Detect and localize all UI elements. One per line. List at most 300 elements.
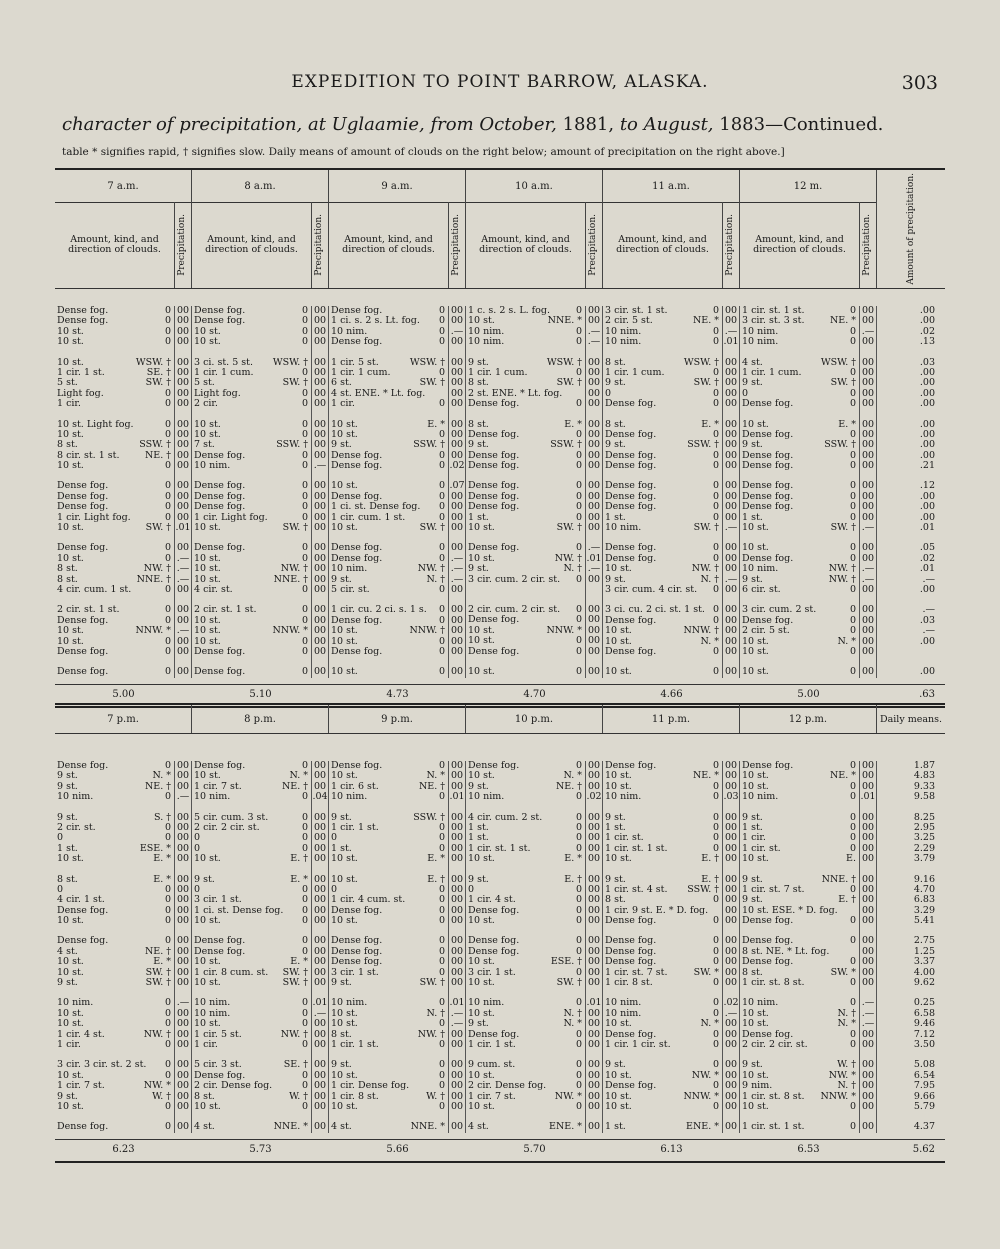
cloud-kind: 0 <box>57 833 64 844</box>
cloud-direction: NNW. * <box>272 626 308 637</box>
row-gap <box>466 348 585 358</box>
cloud-observation <box>192 978 311 988</box>
cloud-kind: 9 st. <box>468 440 489 451</box>
cloud-kind: 1 cir. 9 st. E. * D. fog. <box>605 905 709 916</box>
cloud-observation <box>603 368 722 378</box>
cloud-direction: 0 <box>301 812 308 823</box>
precipitation-value: .— <box>313 1008 327 1019</box>
cloud-observation <box>55 481 174 491</box>
cloud-observation <box>466 885 585 895</box>
clouds-column <box>740 306 860 678</box>
row-gap <box>586 865 602 875</box>
cloud-kind: 10 nim. <box>468 326 505 337</box>
precipitation-value: 00 <box>313 1122 327 1133</box>
cloud-observation <box>740 492 859 502</box>
cloud-direction: 0 <box>575 429 582 440</box>
cloud-direction: 0 <box>438 481 445 492</box>
precipitation-value: .02 <box>723 998 739 1009</box>
precipitation-value: 00 <box>176 1019 190 1030</box>
row-gap <box>723 410 739 420</box>
cloud-observation <box>329 616 448 626</box>
cloud-observation <box>329 554 448 564</box>
cloud-direction: 0 <box>849 512 856 523</box>
clouds-subheader: Amount, kind, and direction of clouds. <box>466 202 586 288</box>
clouds-column <box>466 306 586 678</box>
cloud-direction: 0 <box>164 615 171 626</box>
cloud-direction: 0 <box>164 1008 171 1019</box>
cloud-direction: 0 <box>575 666 582 677</box>
cloud-direction: 0 <box>712 450 719 461</box>
precipitation-value: 00 <box>861 884 875 895</box>
precipitation-amount: .01 <box>919 563 935 575</box>
precipitation-value: 00 <box>587 1029 601 1040</box>
cloud-direction: NW. † <box>828 564 856 575</box>
cloud-direction: 0 <box>849 1122 856 1133</box>
precipitation-value: 00 <box>176 1070 190 1081</box>
cloud-kind: Dense fog. <box>57 481 109 492</box>
precipitation-value: 00 <box>587 491 601 502</box>
cloud-kind: 1 st. <box>605 822 626 833</box>
cloud-direction: 0 <box>164 543 171 554</box>
cloud-direction: 0 <box>575 792 582 803</box>
cloud-kind: 9 nim. <box>742 1081 773 1092</box>
cloud-direction: NE. † <box>281 781 308 792</box>
precipitation-value: .— <box>176 626 190 637</box>
precipitation-value: 00 <box>313 1039 327 1050</box>
precipitation-value: 00 <box>176 667 190 678</box>
precipitation-value: 00 <box>450 967 464 978</box>
cloud-kind: 10 st. <box>468 1070 495 1081</box>
row-gap <box>723 657 739 667</box>
cloud-observation <box>740 854 859 864</box>
cloud-direction: SW. † <box>282 978 308 989</box>
cloud-direction: 0 <box>438 1101 445 1112</box>
cloud-observation <box>55 316 174 326</box>
precipitation-value: .— <box>450 1008 464 1019</box>
cloud-observation <box>466 481 585 491</box>
cloud-kind: 10 nim. <box>742 326 779 337</box>
cloud-observation <box>603 647 722 657</box>
cloud-kind: Dense fog. <box>331 450 383 461</box>
cloud-direction: 0 <box>575 1081 582 1092</box>
cloud-kind: 10 st. <box>331 523 358 534</box>
cloud-observation <box>329 605 448 615</box>
cloud-direction: E. † <box>427 874 445 885</box>
cloud-kind: 2 cir. 2 cir. st. <box>742 1039 808 1050</box>
cloud-kind: 10 nim. <box>468 998 505 1009</box>
precipitation-value: 00 <box>313 553 327 564</box>
row-gap <box>740 348 859 358</box>
cloud-kind: 10 st. <box>331 771 358 782</box>
cloud-kind: Dense fog. <box>742 491 794 502</box>
cloud-direction: NNW. † <box>683 626 719 637</box>
precipitation-amount: .00 <box>919 398 935 410</box>
cloud-observation <box>329 1040 448 1050</box>
cloud-observation <box>192 875 311 885</box>
row-gap <box>329 803 448 813</box>
cloud-observation <box>740 1122 859 1132</box>
cloud-direction: 0 <box>438 792 445 803</box>
cloud-direction: 0 <box>575 326 582 337</box>
cloud-kind: 10 st. <box>194 771 221 782</box>
precipitation-value: 00 <box>176 978 190 989</box>
cloud-direction: 0 <box>849 667 856 678</box>
cloud-direction: 0 <box>712 822 719 833</box>
precipitation-value: 00 <box>176 584 190 595</box>
cloud-observation <box>603 667 722 677</box>
daily-mean-value: 7.12 <box>913 1028 935 1040</box>
cloud-direction: 0 <box>712 1029 719 1040</box>
cloud-kind: 9 st. <box>605 378 626 389</box>
cloud-kind: 9 st. <box>468 564 489 575</box>
cloud-observation <box>466 1009 585 1019</box>
precipitation-value: 00 <box>176 874 190 885</box>
cloud-direction: 0 <box>438 326 445 337</box>
precipitation-column <box>860 761 877 1133</box>
cloud-direction: 0 <box>712 646 719 657</box>
cloud-direction: 0 <box>849 833 856 844</box>
cloud-direction: 0 <box>849 916 856 927</box>
cloud-direction: 0 <box>849 843 856 854</box>
row-gap <box>466 803 585 813</box>
cloud-direction: 0 <box>849 605 856 616</box>
hour-header: 11 p.m. <box>603 705 740 733</box>
cloud-observation <box>55 554 174 564</box>
precipitation-value: 00 <box>587 916 601 927</box>
precipitation-value: 00 <box>587 771 601 782</box>
row-gap <box>466 865 585 875</box>
cloud-kind: 10 st. <box>468 636 495 647</box>
precipitation-value: 00 <box>176 326 190 337</box>
precipitation-value: 00 <box>587 388 601 399</box>
precipitation-value: 00 <box>450 946 464 957</box>
row-gap <box>192 533 311 543</box>
precipitation-value: 00 <box>450 306 464 316</box>
caption-to: to August, <box>619 114 714 135</box>
cloud-direction: 0 <box>301 1081 308 1092</box>
daily-means-total: 5.62 <box>912 1144 935 1155</box>
cloud-direction: 0 <box>849 502 856 513</box>
cloud-direction: 0 <box>301 461 308 472</box>
row-gap <box>192 1050 311 1060</box>
row-gap <box>329 348 448 358</box>
precipitation-value: .— <box>587 337 601 348</box>
cloud-kind: 1 cir. 7 st. <box>468 1091 516 1102</box>
cloud-kind: 8 st. <box>605 357 626 368</box>
clouds-subheader: Amount, kind, and direction of clouds. <box>192 202 312 288</box>
cloud-direction: N. * <box>563 1019 582 1030</box>
cloud-direction: 0 <box>438 916 445 927</box>
cloud-kind: 10 nim. <box>468 792 505 803</box>
cloud-direction: 0 <box>164 388 171 399</box>
cloud-kind: Dense fog. <box>605 1081 657 1092</box>
cloud-direction: 0 <box>712 761 719 771</box>
cloud-direction: N. † <box>563 564 582 575</box>
cloud-direction: 0 <box>575 761 582 771</box>
cloud-direction: E. † <box>838 895 856 906</box>
cloud-observation <box>55 1071 174 1081</box>
cloud-observation <box>603 440 722 450</box>
row-gap <box>55 471 174 481</box>
row-gap <box>603 595 722 605</box>
cloud-kind: Dense fog. <box>57 306 109 316</box>
row-gap <box>723 988 739 998</box>
cloud-direction: 0 <box>301 843 308 854</box>
cloud-observation <box>55 378 174 388</box>
cloud-direction: 0 <box>438 429 445 440</box>
precipitation-value: 00 <box>313 378 327 389</box>
cloud-observation <box>55 792 174 802</box>
precipitation-amount: .00 <box>919 428 935 440</box>
cloud-kind: 5 cir. st. <box>331 584 370 595</box>
cloud-kind: 10 st. <box>194 636 221 647</box>
cloud-direction: 0 <box>575 1029 582 1040</box>
precipitation-value: 00 <box>861 450 875 461</box>
cloud-kind: 10 st. <box>742 419 769 430</box>
precipitation-value: 00 <box>450 367 464 378</box>
precipitation-amount: .00 <box>919 635 935 647</box>
precipitation-value: .03 <box>723 792 739 803</box>
cloud-kind: 10 st. <box>742 771 769 782</box>
cloud-observation <box>603 957 722 967</box>
cloud-observation <box>466 667 585 677</box>
row-gap <box>449 410 465 420</box>
precipitation-amount: .12 <box>919 480 935 492</box>
precipitation-value: 00 <box>450 523 464 534</box>
precipitation-value: 00 <box>861 481 875 492</box>
cloud-observation <box>466 854 585 864</box>
cloud-kind: 10 st. <box>194 326 221 337</box>
precipitation-amount: .00 <box>919 418 935 430</box>
precipitation-value: 00 <box>176 812 190 823</box>
daily-mean-value: 5.79 <box>913 1100 935 1112</box>
row-gap <box>860 865 876 875</box>
cloud-observation <box>740 1081 859 1091</box>
cloud-kind: 2 cir. cum. 2 cir. st. <box>468 604 561 615</box>
precipitation-value: 00 <box>587 440 601 451</box>
cloud-kind: 7 st. <box>194 440 215 451</box>
cloud-observation <box>466 389 585 399</box>
cloud-observation <box>740 1071 859 1081</box>
row-gap <box>175 410 191 420</box>
precipitation-value: 00 <box>176 337 190 348</box>
cloud-observation <box>192 998 311 1008</box>
precipitation-value: .07 <box>449 481 465 492</box>
hour-mean-clouds: 6.53 <box>797 1144 820 1155</box>
clouds-subheader: Amount, kind, and direction of clouds. <box>55 202 175 288</box>
cloud-observation <box>192 813 311 823</box>
cloud-direction: 0 <box>164 461 171 472</box>
cloud-kind: Dense fog. <box>194 1070 246 1081</box>
cloud-observation <box>466 844 585 854</box>
totals-rule <box>55 684 945 685</box>
precipitation-amount: .— <box>922 573 935 585</box>
precipitation-value: 00 <box>861 1060 875 1071</box>
cloud-observation <box>466 916 585 926</box>
cloud-direction: 0 <box>712 388 719 399</box>
row-gap <box>740 865 859 875</box>
cloud-observation <box>740 358 859 368</box>
cloud-kind: 10 st. <box>57 429 84 440</box>
caption-year: 1881, <box>562 114 615 135</box>
cloud-kind: Dense fog. <box>605 761 657 771</box>
precipitation-amount: .00 <box>919 377 935 389</box>
cloud-observation <box>466 875 585 885</box>
cloud-observation <box>603 451 722 461</box>
cloud-kind: 10 st. <box>468 1101 495 1112</box>
cloud-direction: 0 <box>301 502 308 513</box>
precipitation-value: 00 <box>724 936 738 947</box>
cloud-kind: 4 st. <box>57 946 78 957</box>
cloud-observation <box>192 461 311 471</box>
cloud-direction: ENE. * <box>549 1122 582 1133</box>
cloud-direction: NE. † <box>144 946 171 957</box>
cloud-kind: 10 st. <box>57 1019 84 1030</box>
cloud-direction: 0 <box>712 781 719 792</box>
cloud-direction: 0 <box>438 543 445 554</box>
cloud-direction: 0 <box>712 833 719 844</box>
cloud-direction: 0 <box>301 337 308 348</box>
daily-mean-value: 3.50 <box>913 1038 935 1050</box>
precipitation-value: 00 <box>313 781 327 792</box>
cloud-kind: 0 <box>194 884 201 895</box>
precipitation-amount: .00 <box>919 315 935 327</box>
precipitation-value: 00 <box>176 957 190 968</box>
cloud-direction: 0 <box>575 491 582 502</box>
cloud-kind: 3 cir. st. 1 st. <box>605 306 668 316</box>
cloud-direction: 0 <box>301 646 308 657</box>
hour-header: 10 a.m. <box>466 170 603 202</box>
precipitation-value: 00 <box>450 874 464 885</box>
cloud-direction: 0 <box>849 1101 856 1112</box>
precipitation-amount: .00 <box>919 305 935 316</box>
precipitation-value: 00 <box>587 399 601 410</box>
row-gap <box>586 1050 602 1060</box>
precipitation-value: .— <box>861 574 875 585</box>
precipitation-amount: .00 <box>919 366 935 378</box>
precipitation-value: 00 <box>587 419 601 430</box>
row-gap <box>586 988 602 998</box>
cloud-observation <box>466 306 585 316</box>
precipitation-value: .— <box>861 998 875 1009</box>
cloud-observation <box>329 968 448 978</box>
cloud-kind: 10 st. <box>331 429 358 440</box>
cloud-kind: 9 st. <box>468 874 489 885</box>
precipitation-value: .— <box>861 564 875 575</box>
row-gap <box>55 348 174 358</box>
cloud-observation <box>192 481 311 491</box>
cloud-kind: 1 cir. st. 1 st. <box>605 843 668 854</box>
cloud-direction: NW. † <box>691 564 719 575</box>
cloud-direction: 0 <box>575 916 582 927</box>
daily-mean-value: 9.58 <box>913 791 935 803</box>
cloud-kind: Dense fog. <box>331 306 383 316</box>
cloud-direction: SW. † <box>419 978 445 989</box>
cloud-observation <box>740 399 859 409</box>
cloud-kind: 10 st. <box>194 854 221 865</box>
daily-mean-value: 2.29 <box>913 842 935 854</box>
precipitation-value: 00 <box>861 1101 875 1112</box>
cloud-observation <box>603 502 722 512</box>
cloud-kind: 10 nim. <box>605 337 642 348</box>
cloud-kind: 9 st. <box>605 812 626 823</box>
cloud-direction: SSW. † <box>139 440 171 451</box>
cloud-observation <box>466 492 585 502</box>
cloud-observation <box>55 968 174 978</box>
cloud-observation <box>603 554 722 564</box>
cloud-direction: E. † <box>290 854 308 865</box>
cloud-observation <box>329 575 448 585</box>
cloud-kind: 1 cir. st. 4 st. <box>605 884 668 895</box>
cloud-direction: 0 <box>164 667 171 678</box>
cloud-kind: 10 nim. <box>742 792 779 803</box>
row-gap <box>312 595 328 605</box>
precipitation-value: .01 <box>312 998 328 1009</box>
cloud-direction: 0 <box>575 306 582 316</box>
cloud-observation <box>740 998 859 1008</box>
row-gap <box>329 865 448 875</box>
cloud-kind: 1 cir. 7 st. <box>57 1081 105 1092</box>
cloud-kind: Dense fog. <box>468 481 520 492</box>
precipitation-value: 00 <box>587 1019 601 1030</box>
cloud-direction: 0 <box>849 822 856 833</box>
precipitation-value: 00 <box>313 440 327 451</box>
cloud-observation <box>603 885 722 895</box>
cloud-kind: Light fog. <box>57 388 104 399</box>
cloud-direction: NNE. * <box>410 1122 445 1133</box>
cloud-observation <box>603 523 722 533</box>
cloud-observation <box>466 523 585 533</box>
precipitation-value: .— <box>313 461 327 472</box>
precipitation-value: 00 <box>176 936 190 947</box>
row-gap <box>55 1112 174 1122</box>
cloud-kind: 2 cir. 2 cir. st. <box>194 822 260 833</box>
cloud-direction: NW. * <box>554 1091 582 1102</box>
cloud-observation <box>603 1040 722 1050</box>
cloud-direction: 0 <box>575 646 582 657</box>
precipitation-value: 00 <box>724 812 738 823</box>
cloud-kind: Dense fog. <box>194 306 246 316</box>
cloud-kind: Dense fog. <box>194 946 246 957</box>
precipitation-value: .— <box>450 553 464 564</box>
cloud-kind: 1 cir. 4 st. <box>468 895 516 906</box>
cloud-observation <box>192 543 311 553</box>
cloud-kind: 3 cir. st. 3 st. <box>742 316 805 327</box>
row-gap <box>603 926 722 936</box>
precipitation-value: 00 <box>861 502 875 513</box>
precipitation-value: 00 <box>450 1029 464 1040</box>
cloud-kind: Dense fog. <box>605 399 657 410</box>
cloud-direction: 0 <box>301 316 308 327</box>
precipitation-value: .01 <box>449 998 465 1009</box>
precipitation-value: 00 <box>587 946 601 957</box>
cloud-direction: E. † <box>701 874 719 885</box>
cloud-kind: 1 cir. 8 cum. st. <box>194 967 269 978</box>
cloud-kind: 8 st. <box>605 895 626 906</box>
cloud-observation <box>466 947 585 957</box>
cloud-direction: 0 <box>164 884 171 895</box>
cloud-observation <box>466 420 585 430</box>
cloud-kind: 0 <box>194 843 201 854</box>
cloud-direction: NW. * <box>828 1070 856 1081</box>
cloud-kind: 1 cir. st. <box>605 833 644 844</box>
precipitation-value: 00 <box>724 646 738 657</box>
cloud-kind: Dense fog. <box>742 502 794 513</box>
cloud-observation <box>55 1081 174 1091</box>
cloud-direction: SW. † <box>145 967 171 978</box>
cloud-kind: 1 cir. 8 st. <box>605 978 653 989</box>
precipitation-value: 00 <box>724 967 738 978</box>
